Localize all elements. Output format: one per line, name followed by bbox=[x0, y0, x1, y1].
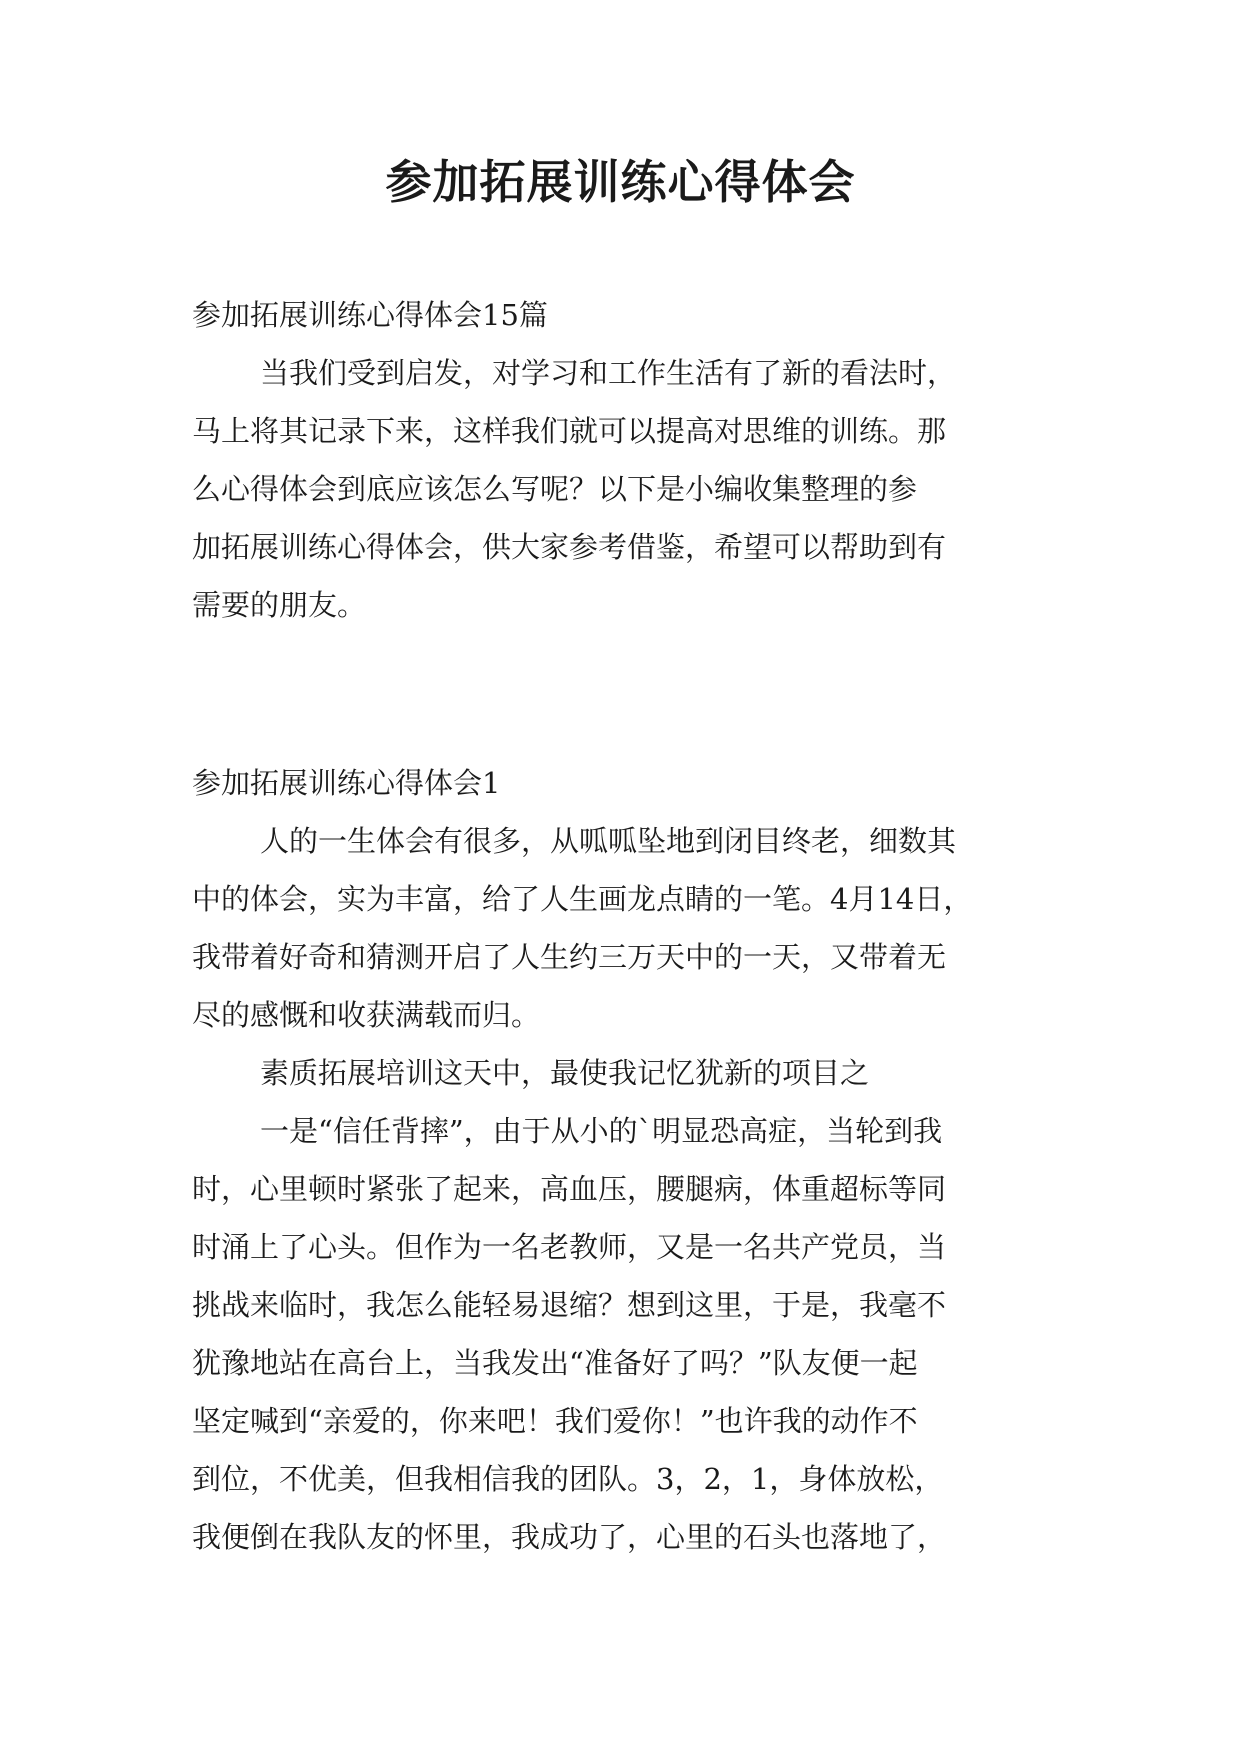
text-line: 时涌上了心头。但作为一名老教师，又是一名共产党员，当 bbox=[192, 1230, 947, 1264]
document-body bbox=[192, 286, 1062, 1566]
document-title: 参加拓展训练心得体会 bbox=[385, 155, 856, 209]
intro-paragraph bbox=[192, 344, 1062, 634]
text-line: 坚定喊到“亲爱的，你来吧！我们爱你！”也许我的动作不 bbox=[192, 1404, 918, 1438]
paragraph-3 bbox=[192, 1102, 1062, 1566]
text-line: 素质拓展培训这天中，最使我记忆犹新的项目之 bbox=[260, 1056, 870, 1090]
text-line: 到位，不优美，但我相信我的团队。3，2，1，身体放松， bbox=[192, 1462, 944, 1496]
section-spacer bbox=[192, 634, 1062, 754]
text-line: 一是“信任背摔”，由于从小的`明显恐高症，当轮到我 bbox=[260, 1114, 943, 1148]
text-line: 我带着好奇和猜测开启了人生约三万天中的一天，又带着无 bbox=[192, 940, 947, 974]
subtitle: 参加拓展训练心得体会15篇 bbox=[192, 298, 548, 332]
text-line: 犹豫地站在高台上，当我发出“准备好了吗？”队友便一起 bbox=[192, 1346, 918, 1380]
text-line: 人的一生体会有很多，从呱呱坠地到闭目终老，细数其 bbox=[260, 824, 957, 858]
paragraph-2 bbox=[192, 1044, 1062, 1102]
text-line: 我便倒在我队友的怀里，我成功了，心里的石头也落地了， bbox=[192, 1520, 947, 1554]
text-line: 么心得体会到底应该怎么写呢？以下是小编收集整理的参 bbox=[192, 472, 918, 506]
text-line: 时，心里顿时紧张了起来，高血压，腰腿病，体重超标等同 bbox=[192, 1172, 947, 1206]
text-line: 马上将其记录下来，这样我们就可以提高对思维的训练。那 bbox=[192, 414, 947, 448]
text-line: 加拓展训练心得体会，供大家参考借鉴，希望可以帮助到有 bbox=[192, 530, 947, 564]
section-heading: 参加拓展训练心得体会1 bbox=[192, 766, 501, 800]
text-line: 当我们受到启发，对学习和工作生活有了新的看法时， bbox=[260, 356, 957, 390]
text-line: 中的体会，实为丰富，给了人生画龙点睛的一笔。4月14日， bbox=[192, 882, 973, 916]
paragraph-1 bbox=[192, 812, 1062, 1044]
text-line: 需要的朋友。 bbox=[192, 588, 367, 622]
text-line: 挑战来临时，我怎么能轻易退缩？想到这里，于是，我毫不 bbox=[192, 1288, 947, 1322]
text-line: 尽的感慨和收获满载而归。 bbox=[192, 998, 541, 1032]
